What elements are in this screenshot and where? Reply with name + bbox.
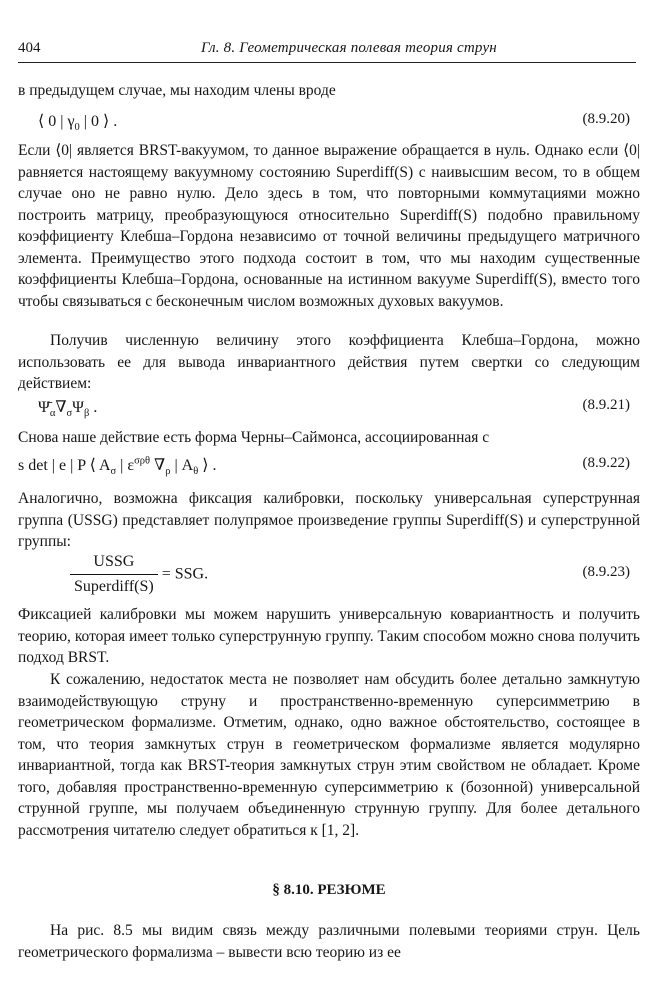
paragraph-4: Снова наше действие есть форма Черны–Саймонса, ассоциированная с [18, 429, 490, 446]
equation-rhs: = SSG. [157, 565, 209, 583]
paragraph-7-block [18, 669, 640, 841]
running-title: Гл. 8. Геометрическая полевая теория струн [201, 40, 497, 56]
equation-number: (8.9.20) [582, 111, 630, 127]
paragraph-7: К сожалению, недостаток места не позволяет нам обсудить более детально замкнутую взаимодействующую струну и пространственно-временную суперсимметрию в геометрическом формализме. Отметим, однако, одно важное обстоятельство, состоящее в том, что теория замкнутых струн в геометрическом формализме является модулярно инвариантной, тогда как BRST-теория замкнутых струн этим свойством не обладает. Кроме того, добавляя пространственно-временную суперсимметрию к (бозонной) универсальной струнной группе, мы получаем объединенную струнную группу. Для более детального рассмотрения читателю следует обратиться к [1, 2]. [18, 671, 640, 839]
paragraph-1-block [18, 80, 640, 102]
paragraph-4-block [18, 427, 640, 449]
paragraph-3: Получив численную величину этого коэффициента Клебша–Гордона, можно использовать ее для вывода инвариантного действия путем свертки со следующим действием: [18, 332, 640, 392]
equation-body: ⟨ 0 | $\gamma_0$ | 0 ⟩ . [38, 113, 118, 134]
equation-8-9-23 [18, 552, 640, 600]
paragraph-2-block [18, 140, 640, 312]
paragraph-1: в предыдущем случае, мы находим члены вроде [18, 82, 336, 99]
equation-8-9-22 [18, 455, 640, 479]
fraction-denominator: Superdiff(S) [74, 578, 154, 595]
equation-8-9-21 [18, 397, 640, 421]
paragraph-6: Фиксацией калибровки мы можем нарушить универсальную ковариантность и получить теорию, которая имеет только суперструнную группу. Таким способом можно снова получить подход BRST. [18, 606, 640, 666]
paragraph-3-block [18, 330, 640, 395]
equation-8-9-20 [18, 111, 640, 135]
paragraph-5: Аналогично, возможна фиксация калибровки, поскольку универсальная суперструнная группа (USSG) представляет полупрямое произведение группы Superdiff(S) и суперструнной группы: [18, 490, 640, 550]
equation-body [70, 552, 208, 597]
paragraph-5-block [18, 488, 640, 553]
equation-number: (8.9.22) [582, 455, 630, 471]
equation-body: $\Psī_\alpha\nabla_\sigma\Psi_\beta$ . [38, 399, 98, 420]
page-header [0, 0, 658, 70]
section-title: § 8.10. РЕЗЮМЕ [272, 882, 386, 898]
paragraph-8-block [18, 920, 640, 963]
equation-body: s det | e | P ⟨ $A_\sigma$ | $\varepsilon^{\sigma\rho\theta}$ $\nabla_\rho$ | $A_\theta$ ⟩ . [18, 455, 217, 478]
paragraph-8: На рис. 8.5 мы видим связь между различными полевыми теориями струн. Цель геометрического формализма – вывести всю теорию из ее [18, 922, 640, 961]
fraction [70, 552, 158, 597]
equation-number: (8.9.21) [582, 397, 630, 413]
page-number: 404 [18, 40, 41, 56]
header-rule [18, 62, 636, 63]
paragraph-6-block [18, 604, 640, 669]
equation-number: (8.9.23) [582, 564, 630, 580]
paragraph-2: Если ⟨0| является BRST-вакуумом, то данное выражение обращается в нуль. Однако если ⟨0| равняется настоящему вакуумному состоянию Superdiff(S) с наивысшим весом, то в общем случае оно не равно нулю. Дело здесь в том, что повторными коммутациями можно построить матрицу, преобразующуюся относительно Superdiff(S) подобно правильному коэффициенту Клебша–Гордона независимо от точной величины предыдущего матричного элемента. Преимущество этого подхода состоит в том, что мы находим существенные коэффициенты Клебша–Гордона, основанные на истинном вакууме Superdiff(S), вместо того чтобы связываться с бесконечным числом возможных духовых вакуумов. [18, 142, 640, 310]
fraction-numerator: USSG [70, 552, 158, 575]
